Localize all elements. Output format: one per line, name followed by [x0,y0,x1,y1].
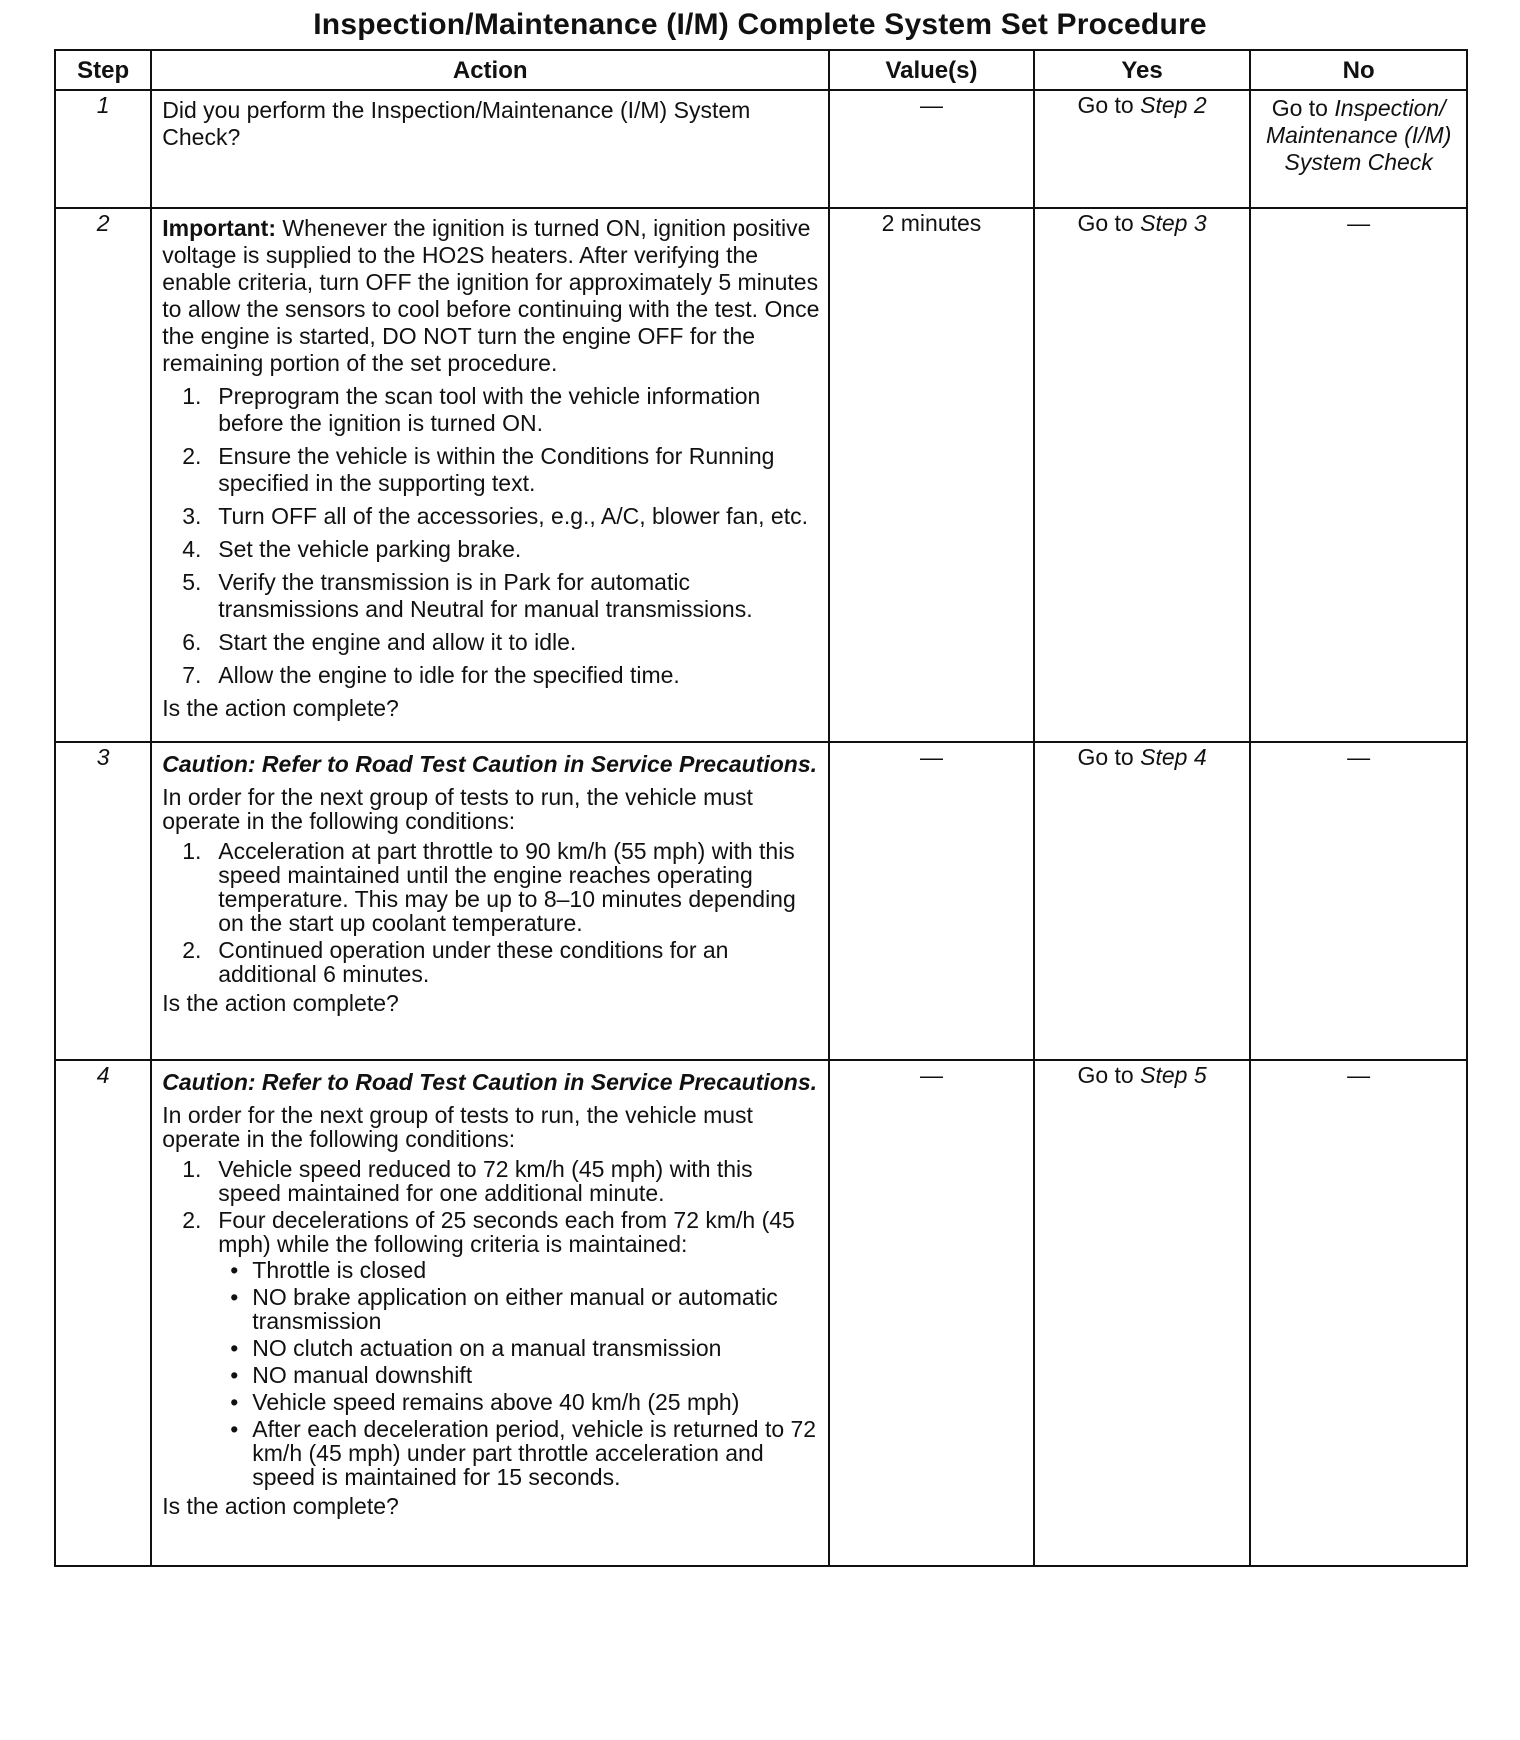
criteria-bullets [218,1258,820,1489]
header-step: Step [55,50,151,90]
value-cell: — [829,90,1034,208]
list-item: 5. Verify the transmission is in Park for automatic transmissions and Neutral for manual transmissions. [182,569,753,622]
action-question: Is the action complete? [162,695,399,721]
list-item: • Throttle is closed [230,1257,427,1283]
no-cell [1250,90,1467,208]
goto-prefix: Go to [1077,92,1141,118]
page-title: Inspection/Maintenance (I/M) Complete System Set Procedure [313,8,1207,41]
goto-prefix: Go to [1077,744,1141,770]
list-item: 2. Ensure the vehicle is within the Conditions for Running specified in the supporting text. [182,443,775,496]
important-label: Important: [162,215,276,241]
action-cell [151,1060,829,1566]
value-cell: — [829,1060,1034,1566]
list-item: 4. Set the vehicle parking brake. [182,536,522,562]
action-text: In order for the next group of tests to run, the vehicle must operate in the following conditions: [162,784,753,834]
list-item: • NO manual downshift [230,1362,473,1388]
step-number: 2 [55,208,151,742]
yes-cell [1034,1060,1251,1566]
list-item: • NO clutch actuation on a manual transmission [230,1335,722,1361]
action-text: In order for the next group of tests to run, the vehicle must operate in the following conditions: [162,1102,753,1152]
list-item: • NO brake application on either manual or automatic transmission [230,1284,778,1334]
table-row [55,208,1467,742]
step-number: 4 [55,1060,151,1566]
list-item: 7. Allow the engine to idle for the specified time. [182,662,680,688]
header-yes: Yes [1034,50,1251,90]
no-cell: — [1250,1060,1467,1566]
table-header-row [55,50,1467,90]
action-steps [162,839,820,986]
yes-cell [1034,742,1251,1060]
goto-step-5-link[interactable]: Step 5 [1140,1062,1207,1088]
yes-cell [1034,208,1251,742]
step-number: 3 [55,742,151,1060]
no-cell: — [1250,208,1467,742]
goto-prefix: Go to [1271,95,1335,121]
important-text: Whenever the ignition is turned ON, ignition positive voltage is supplied to the HO2S heaters. After verifying the enable criteria, turn OFF the ignition for approximately 5 minutes to allow the sensors to cool before continuing with the test. Once the engine is started, DO NOT turn the engine OFF for the remaining portion of the set procedure. [162,215,820,376]
action-cell [151,90,829,208]
list-item: 2. Continued operation under these conditions for an additional 6 minutes. [182,937,729,987]
procedure-table [54,49,1468,1567]
table-row [55,90,1467,208]
no-cell: — [1250,742,1467,1060]
caution-note: Caution: Refer to Road Test Caution in Service Precautions. [162,1069,818,1095]
action-cell [151,208,829,742]
goto-step-4-link[interactable]: Step 4 [1140,744,1207,770]
header-action: Action [151,50,829,90]
header-values: Value(s) [829,50,1034,90]
header-no: No [1250,50,1467,90]
list-item: 3. Turn OFF all of the accessories, e.g., A/C, blower fan, etc. [182,503,808,529]
goto-step-3-link[interactable]: Step 3 [1140,210,1207,236]
yes-cell [1034,90,1251,208]
list-item: 1. Preprogram the scan tool with the vehicle information before the ignition is turned ON. [182,383,761,436]
list-item: 6. Start the engine and allow it to idle. [182,629,577,655]
list-item: • After each deceleration period, vehicle is returned to 72 km/h (45 mph) under part throttle acceleration and speed is maintained for 15 seconds. [230,1416,817,1490]
action-question: Is the action complete? [162,1493,399,1519]
action-question: Is the action complete? [162,990,399,1016]
goto-prefix: Go to [1077,1062,1141,1088]
important-note [162,215,820,377]
step-number: 1 [55,90,151,208]
list-item: 1. Vehicle speed reduced to 72 km/h (45 mph) with this speed maintained for one additional minute. [182,1156,753,1206]
action-cell [151,742,829,1060]
value-cell: — [829,742,1034,1060]
goto-im-system-check-link[interactable]: Inspection/ Maintenance (I/M) System Check [1266,95,1452,175]
list-item: 1. Acceleration at part throttle to 90 km/h (55 mph) with this speed maintained until the engine reaches operating temperature. This may be up to 8–10 minutes depending on the start up coolant temperature. [182,838,796,936]
list-item: • Vehicle speed remains above 40 km/h (25 mph) [230,1389,740,1415]
goto-prefix: Go to [1077,210,1141,236]
value-cell: 2 minutes [829,208,1034,742]
table-row [55,742,1467,1060]
caution-note: Caution: Refer to Road Test Caution in Service Precautions. [162,751,818,777]
list-item: 2. Four decelerations of 25 seconds each from 72 km/h (45 mph) while the following criteria is maintained: • Throttle is closed • NO brake application on either manual or automatic transmission • NO clutch actuation on a manual transmission • NO manual downshift • Vehicle speed remains above 40 km/h (25 mph) • After each deceleration period, vehicle is returned to 72 km/h (45 mph) under part throttle acceleration and speed is maintained for 15 seconds. [162,1208,820,1489]
goto-step-2-link[interactable]: Step 2 [1140,92,1207,118]
action-text: Did you perform the Inspection/Maintenance (I/M) System Check? [162,97,751,150]
action-steps [162,1157,820,1489]
table-row [55,1060,1467,1566]
action-steps [162,383,820,689]
